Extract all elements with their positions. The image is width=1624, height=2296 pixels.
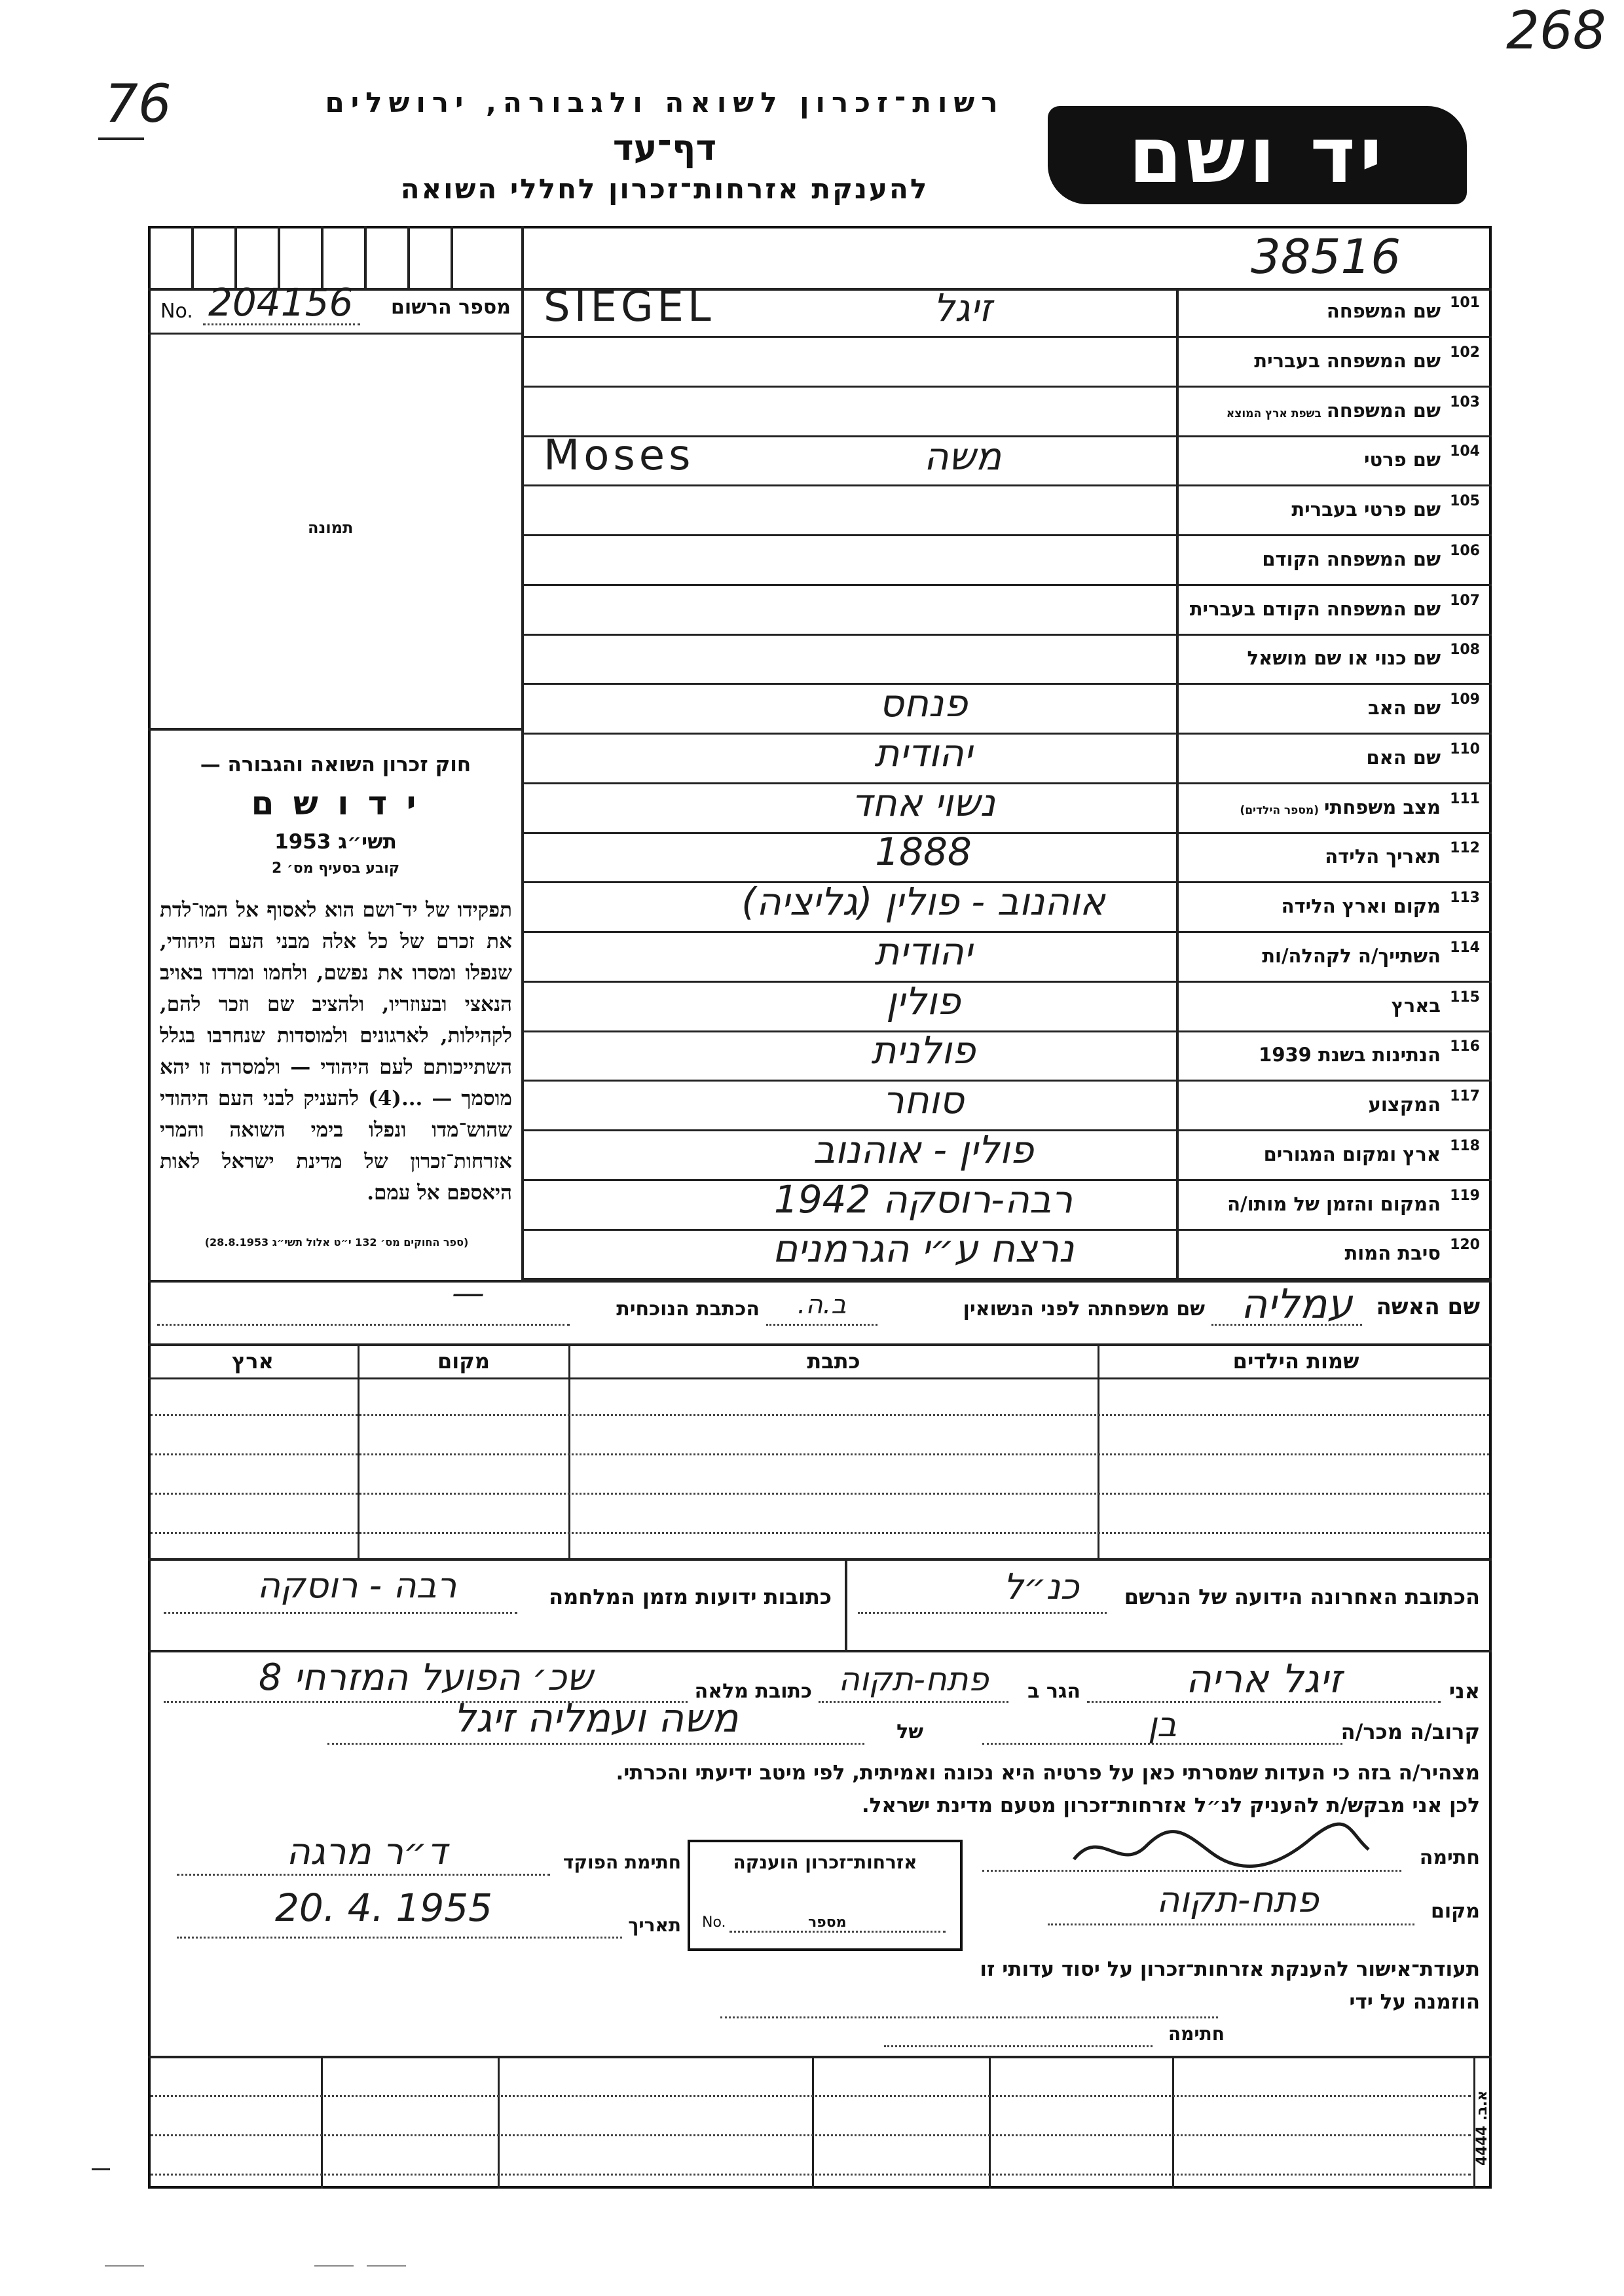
field-label-note: בשפת ארץ המוצא	[1226, 407, 1321, 420]
children-row-line	[151, 1532, 1489, 1534]
field-label	[1179, 796, 1441, 818]
field-row-120	[524, 1226, 1492, 1280]
photo-label: תמונה	[308, 519, 354, 537]
folio-number-handwritten: 76	[105, 73, 172, 134]
field-value-hebrew: רבה-רוסקה 1942	[773, 1177, 1073, 1222]
field-value-hebrew: פנחס	[879, 681, 968, 725]
second-signature-line	[884, 2045, 1153, 2047]
declarant-signature	[1061, 1813, 1375, 1879]
field-number: 119	[1450, 1188, 1480, 1204]
field-value-hebrew: אוהנוב - פולין (גליציה)	[741, 879, 1105, 924]
official-signature-line	[177, 1874, 550, 1876]
field-label	[1179, 994, 1441, 1017]
field-number: 117	[1450, 1088, 1480, 1104]
field-number: 102	[1450, 344, 1480, 361]
field-number: 118	[1450, 1138, 1480, 1154]
field-value-latin: SIEGEL	[544, 283, 715, 331]
tick-divider	[278, 226, 280, 288]
field-label-text: המקום והזמן של מותו/ה	[1227, 1193, 1441, 1215]
stamp-number-label: מספר	[808, 1914, 847, 1931]
field-label	[1179, 350, 1441, 372]
field-label-text: שם המשפחה הקודם בעברית	[1189, 598, 1441, 620]
invited-line	[720, 2016, 1218, 2018]
field-label	[1179, 895, 1441, 917]
scan-mark	[92, 2168, 110, 2170]
field-number: 101	[1450, 295, 1480, 311]
certificate-text: תעודת־אישור להענקת אזרחות־זכרון על יסוד עדותי זו	[980, 1958, 1480, 1981]
children-header-names: שמות הילדים	[1232, 1349, 1359, 1374]
field-row-112	[524, 829, 1492, 883]
field-value-hebrew: נרצח ע״י הגרמנים	[772, 1226, 1075, 1271]
law-footnote: (ספר החוקים מס׳ 132 י״ט אלול תשי״ג 28.8.1953)	[204, 1236, 469, 1248]
field-row-118	[524, 1127, 1492, 1181]
children-col-divider	[358, 1343, 360, 1558]
children-row-line	[151, 1453, 1489, 1455]
law-year: תשי״ג 1953	[274, 830, 397, 854]
bottom-grid-divider	[498, 2056, 500, 2189]
field-row-111	[524, 780, 1492, 834]
field-number: 114	[1450, 939, 1480, 956]
field-label-text: שם המשפחה הקודם	[1262, 548, 1441, 570]
field-value-hebrew: פולין - אוהנוב	[813, 1127, 1034, 1172]
header-subtitle: להענקת אזרחות־זכרון לחללי השואה	[400, 173, 929, 205]
field-label	[1179, 1143, 1441, 1165]
children-header-address: כתבת	[807, 1349, 860, 1374]
yad-vashem-logo	[1048, 106, 1467, 204]
war-address-value: רבה - רוסקה	[257, 1565, 457, 1606]
field-number: 110	[1450, 741, 1480, 757]
field-number: 107	[1450, 592, 1480, 609]
tick-divider	[407, 226, 410, 288]
children-col-divider	[1098, 1343, 1099, 1558]
declarant-address-label: כתובת מלאה	[694, 1680, 812, 1703]
field-label	[1179, 498, 1441, 520]
declarant-resident-label: הגר ב	[1027, 1680, 1080, 1703]
of-line	[327, 1743, 864, 1745]
field-number: 112	[1450, 840, 1480, 856]
declarant-name: זיגל אריה	[1185, 1656, 1342, 1702]
field-label	[1179, 945, 1441, 967]
place-value: פתח-תקוה	[1156, 1879, 1319, 1920]
tick-divider	[364, 226, 367, 288]
field-label-text: ארץ ומקום המגורים	[1263, 1143, 1441, 1165]
children-table-bottom	[148, 1558, 1492, 1561]
bottom-grid-divider	[1172, 2056, 1174, 2189]
field-value-hebrew: זיגל	[933, 285, 992, 330]
bottom-grid-divider	[812, 2056, 814, 2189]
date-label: תאריך	[628, 1914, 681, 1936]
law-title: חוק זכרון השואה והגבורה —	[200, 753, 471, 776]
invited-label: הוזמנה על ידי	[1349, 1990, 1480, 2014]
field-label-text: השתייך/ה לקהלה/ות	[1262, 945, 1441, 967]
field-label-note: (מספר הילדים)	[1240, 804, 1319, 817]
field-number: 105	[1450, 493, 1480, 509]
wife-maiden-label: שם משפחתה לפני הנשואין	[963, 1298, 1205, 1321]
field-number: 104	[1450, 443, 1480, 460]
folio-underline	[98, 137, 144, 140]
field-label	[1179, 300, 1441, 322]
wife-address-label: הכתבת הנוכחית	[616, 1298, 760, 1321]
field-number: 115	[1450, 989, 1480, 1006]
file-number-handwritten: 38516	[1251, 229, 1401, 284]
war-address-label: כתובות ידועות מזמן המלחמה	[549, 1584, 832, 1609]
field-label-text: שם המשפחה	[1326, 300, 1441, 322]
field-row-101	[524, 283, 1492, 338]
scan-mark	[367, 2265, 406, 2267]
date-value: 20. 4. 1955	[275, 1886, 493, 1930]
field-row-117	[524, 1078, 1492, 1131]
field-row-115	[524, 979, 1492, 1032]
field-label	[1179, 746, 1441, 769]
field-label	[1179, 399, 1441, 422]
field-label-text: מצב משפחתי	[1323, 796, 1441, 818]
place-line	[1048, 1923, 1414, 1925]
addresses-divider	[845, 1561, 847, 1650]
children-table-top	[148, 1343, 1492, 1346]
field-number: 108	[1450, 642, 1480, 658]
children-table-header-bottom	[148, 1377, 1492, 1379]
war-address-line	[164, 1612, 517, 1614]
field-value-hebrew: 1888	[875, 829, 972, 874]
stamp-no-label: No.	[702, 1914, 726, 1931]
field-label	[1179, 1242, 1441, 1264]
field-label-text: שם פרטי	[1363, 448, 1441, 471]
children-row-line	[151, 1493, 1489, 1495]
field-number: 106	[1450, 543, 1480, 559]
registry-label: מספר הרשום	[391, 296, 511, 319]
declaration-text: מצהיר/ה בזה כי העדות שמסרתי כאן על פרטיה היא נכונה ואמיתית, לפי מיטב ידיעתי והכרתי.	[616, 1761, 1480, 1785]
registry-row-bottom	[148, 333, 523, 335]
field-number: 103	[1450, 394, 1480, 410]
stamp-number-line	[729, 1931, 946, 1933]
field-value-hebrew: פולין	[886, 979, 961, 1023]
field-value-hebrew: פולנית	[871, 1028, 976, 1072]
law-clause: קובע בסעיף מס׳ 2	[271, 860, 400, 877]
logo-text: יד ושם	[1128, 110, 1386, 200]
law-text: תפקידו של יד־ושם הוא לאסוף אל המו־לדת את זכרם של כל אלה מבני העם היהודי, שנפלו ומסרו את נפשם, ולחמו ומרדו באויב הנאצי ובעוזריו, ולהציב שם וזכר להם, לקהילות, לארגונים ולמוסדות שנחרבו בגלל השתייכותם לעם היהודי — ולמסרה זו יהא מוסמך — ...(4) להעניק לבני העם היהודי שהוש־מדו ונפלו בימי השואה והמרי אזרחות־זכרון של מדינת ישראל לאות היאספם אל עמם.	[160, 898, 512, 1205]
wife-name: עמליה	[1240, 1280, 1353, 1328]
field-value-hebrew: יהודית	[874, 731, 972, 775]
field-row-105	[524, 486, 1492, 536]
bottom-grid-top	[148, 2056, 1492, 2058]
signature-label: חתימה	[1419, 1846, 1480, 1869]
bottom-grid-divider	[321, 2056, 323, 2189]
header-institution: רשות־זכרון לשואה ולגבורה, ירושלים	[325, 86, 1005, 118]
tick-divider	[451, 226, 453, 288]
field-label-text: שם כנוי או שם מושאל	[1247, 647, 1441, 669]
field-value-hebrew: משה	[923, 434, 1002, 479]
field-row-106	[524, 536, 1492, 586]
relative-label: קרוב/ה מכר/ה	[1340, 1719, 1480, 1744]
children-header-place: מקום	[437, 1349, 490, 1374]
field-label	[1179, 598, 1441, 620]
scan-mark	[105, 2265, 144, 2267]
field-row-109	[524, 681, 1492, 735]
field-row-116	[524, 1028, 1492, 1082]
page-number-handwritten: 268	[1506, 0, 1606, 61]
field-label	[1179, 548, 1441, 570]
field-value-latin: Moses	[544, 431, 695, 480]
field-value-hebrew: סוחר	[882, 1078, 965, 1122]
place-label: מקום	[1431, 1900, 1480, 1923]
field-number: 113	[1450, 890, 1480, 906]
side-code: א.ב. 4444	[1474, 2090, 1491, 2166]
field-label-text: סיבת המות	[1344, 1242, 1441, 1264]
of-label: של	[896, 1721, 923, 1743]
law-name: י ד ו ש ם	[251, 784, 420, 822]
field-value-hebrew: נשוי אחד	[851, 780, 995, 825]
field-label-text: שם המשפחה בעברית	[1254, 350, 1441, 372]
bottom-grid-row	[151, 2095, 1471, 2097]
field-number: 111	[1450, 791, 1480, 807]
stamp-title: אזרחות־זכרון הוענקה	[733, 1851, 917, 1873]
last-address-value: כנ״ל	[1003, 1566, 1079, 1607]
declarant-i-label: אני	[1449, 1679, 1480, 1704]
field-row-104	[524, 431, 1492, 486]
field-row-119	[524, 1177, 1492, 1231]
field-label-text: שם המשפחה	[1326, 399, 1441, 422]
field-row-113	[524, 879, 1492, 933]
bottom-grid-divider	[989, 2056, 991, 2189]
field-label	[1179, 845, 1441, 867]
wife-label: שם האשה	[1376, 1294, 1480, 1320]
children-header-country: ארץ	[232, 1349, 274, 1374]
official-signature-value: ד״ר מרגה	[286, 1831, 447, 1873]
header-form-title: דף־עד	[612, 127, 717, 168]
field-row-107	[524, 586, 1492, 636]
wife-address-line	[157, 1324, 570, 1326]
last-address-line	[858, 1612, 1107, 1614]
citizenship-stamp-box	[688, 1840, 963, 1951]
field-row-103	[524, 388, 1492, 437]
of-value: משה ועמליה זיגל	[453, 1696, 739, 1741]
field-row-110	[524, 731, 1492, 784]
field-label	[1179, 647, 1441, 669]
addresses-row-bottom	[148, 1650, 1492, 1652]
field-row-102	[524, 338, 1492, 388]
field-label-text: מקום וארץ הלידה	[1281, 895, 1441, 917]
tick-divider	[234, 226, 237, 288]
field-label-text: שם האם	[1366, 746, 1441, 769]
tick-divider	[321, 226, 323, 288]
bottom-grid-row	[151, 2174, 1471, 2176]
official-signature-label: חתימת הפוקד	[563, 1851, 681, 1873]
request-text: לכן אני מבקש/ת להעניק לנ״ל אזרחות־זכרון מטעם מדינת ישראל.	[861, 1794, 1480, 1817]
wife-address-value: —	[452, 1274, 485, 1312]
field-label-text: שם פרטי בעברית	[1291, 498, 1441, 520]
field-label	[1179, 1093, 1441, 1116]
field-label-text: שם האב	[1367, 697, 1441, 719]
field-row-108	[524, 635, 1492, 685]
field-label-text: הנתינות בשנת 1939	[1259, 1044, 1441, 1066]
field-label-text: בארץ	[1391, 994, 1441, 1017]
relative-value: בן	[1147, 1705, 1177, 1745]
wife-maiden-line	[766, 1324, 877, 1326]
date-line	[177, 1937, 622, 1939]
field-label	[1179, 697, 1441, 719]
field-row-114	[524, 929, 1492, 983]
field-label-text: המקצוע	[1368, 1093, 1441, 1116]
tick-divider	[191, 226, 194, 288]
last-address-label: הכתובת האחרונה הידועה של הנרשם	[1124, 1584, 1480, 1609]
children-col-divider	[568, 1343, 570, 1558]
scan-mark	[314, 2265, 354, 2267]
children-row-line	[151, 1414, 1489, 1416]
field-number: 109	[1450, 691, 1480, 708]
declarant-address-value: שכ׳ הפועל המזרחי 8	[258, 1656, 593, 1699]
registry-number: 204156	[208, 280, 354, 325]
registry-no-label: No.	[160, 300, 193, 323]
field-label	[1179, 448, 1441, 471]
field-label	[1179, 1044, 1441, 1066]
field-value-hebrew: יהודית	[874, 929, 972, 974]
field-label	[1179, 1193, 1441, 1215]
field-number: 116	[1450, 1038, 1480, 1055]
photo-area-bottom	[148, 728, 523, 731]
second-signature-label: חתימה	[1168, 2023, 1225, 2045]
bottom-grid-row	[151, 2134, 1471, 2136]
side-code-box	[1475, 2069, 1490, 2187]
field-number: 120	[1450, 1237, 1480, 1253]
field-label-text: תאריך הלידה	[1325, 845, 1441, 867]
wife-maiden-name: ב.ה.	[797, 1290, 847, 1320]
declarant-resident-value: פתח-תקוה	[838, 1660, 989, 1698]
